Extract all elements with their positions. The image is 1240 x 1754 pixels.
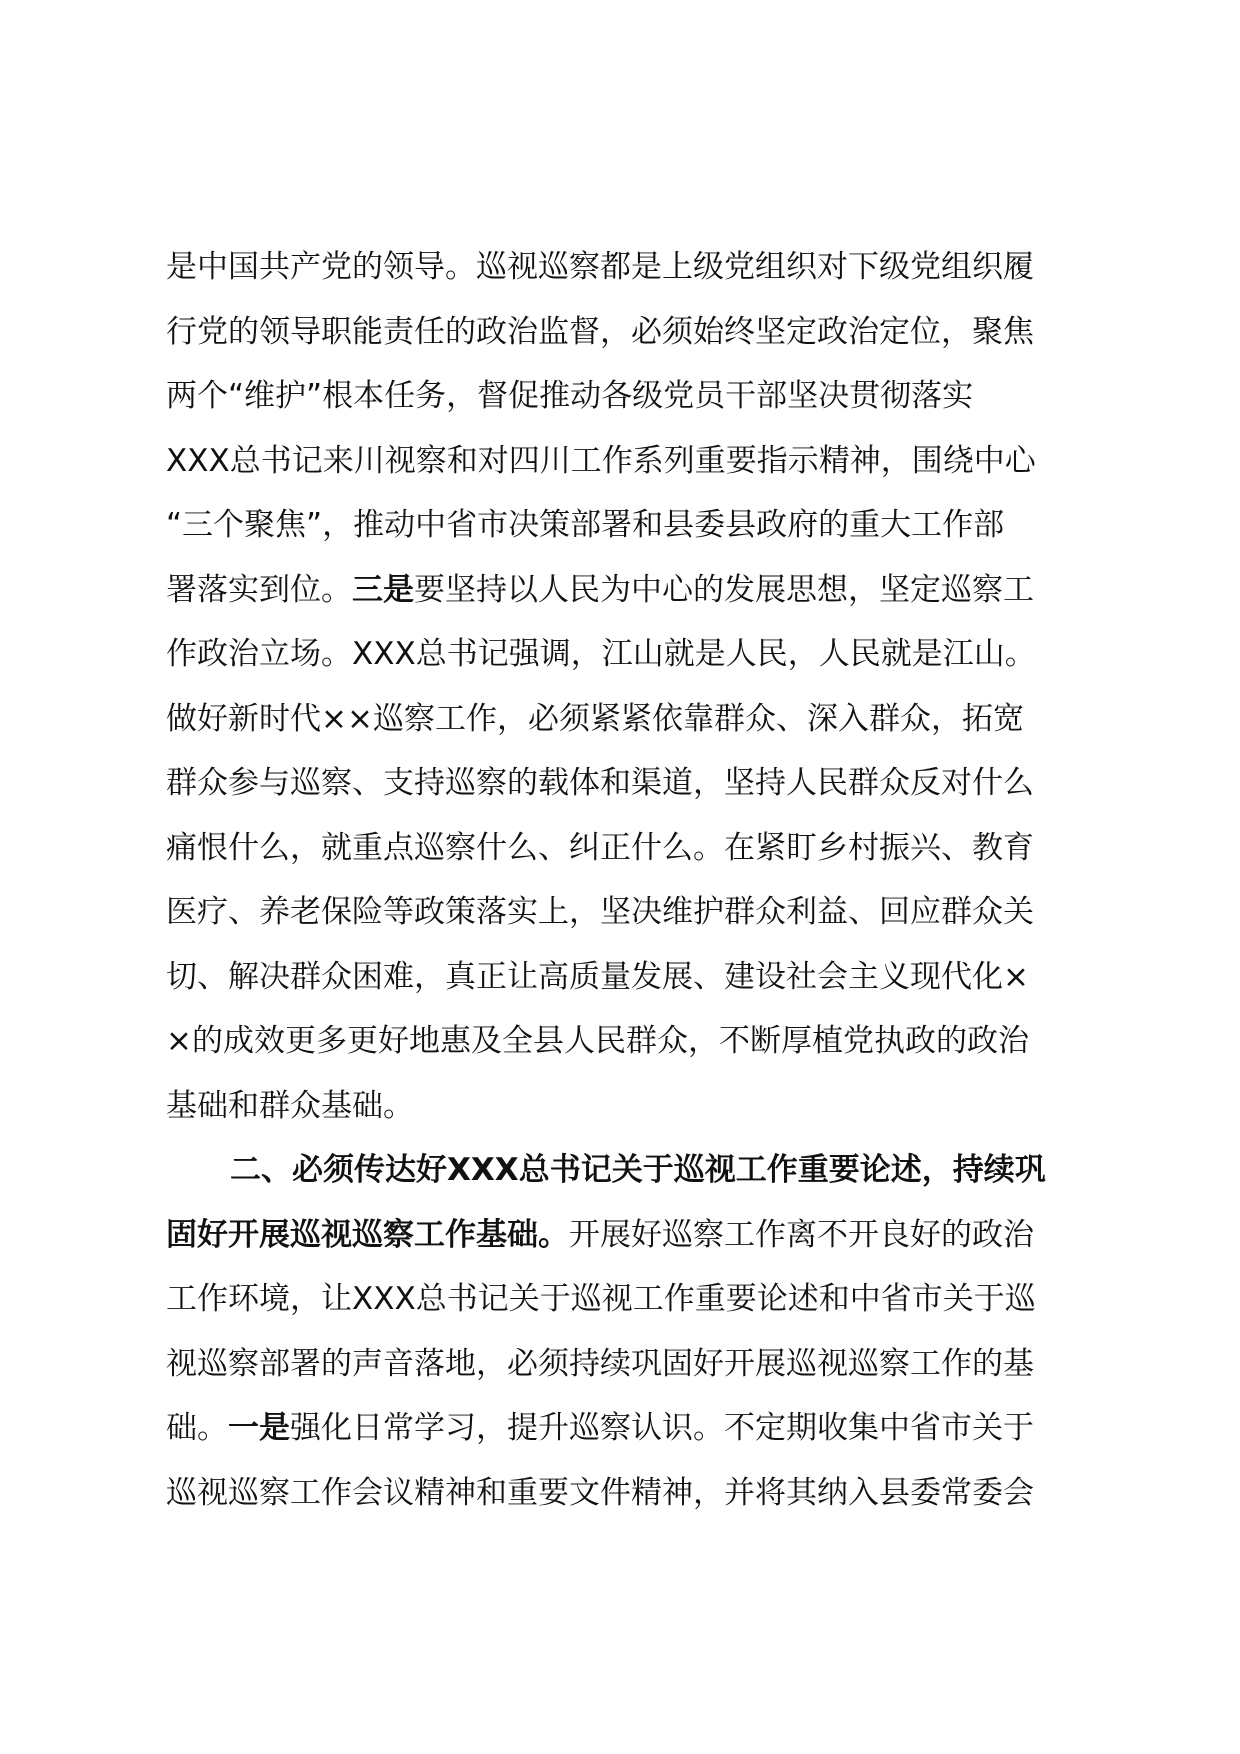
- text-segment: 作政治立场。XXX总书记强调，江山就是人民，人民就是江山。: [166, 636, 1036, 672]
- text-line: [166, 235, 1110, 300]
- text-line: [166, 364, 1110, 429]
- text-line: [166, 816, 1110, 881]
- text-line: [166, 300, 1110, 365]
- text-segment: 巡视巡察工作会议精神和重要文件精神，并将其纳入县委常委会: [166, 1474, 1034, 1511]
- text-segment: 基础和群众基础。: [166, 1087, 414, 1124]
- text-line: [166, 751, 1110, 816]
- text-line: [166, 558, 1110, 623]
- text-line: [166, 1074, 1110, 1139]
- text-segment: 要坚持以人民为中心的发展思想，坚定巡察工: [414, 571, 1034, 608]
- text-segment: 痛恨什么，就重点巡察什么、纠正什么。在紧盯乡村振兴、教育: [166, 829, 1034, 866]
- text-segment: 工作环境，让XXX总书记关于巡视工作重要论述和中省市关于巡: [166, 1281, 1036, 1317]
- text-line: [166, 622, 1110, 687]
- text-segment: 强化日常学习，提升巡察认识。不定期收集中省市关于: [290, 1410, 1034, 1446]
- text-line: [166, 1138, 1110, 1203]
- body-text: [166, 235, 1110, 1525]
- text-segment: 视巡察部署的声音落地，必须持续巩固好开展巡视巡察工作的基: [166, 1345, 1034, 1382]
- text-line: [166, 1203, 1110, 1268]
- bold-segment: 一是: [228, 1410, 290, 1446]
- text-segment: 署落实到位。: [166, 571, 352, 608]
- bold-segment: 二、必须传达好XXX总书记关于巡视工作重要论述，持续巩: [230, 1152, 1046, 1188]
- text-segment: 群众参与巡察、支持巡察的载体和渠道，坚持人民群众反对什么: [166, 765, 1034, 801]
- text-segment: 医疗、养老保险等政策落实上，坚决维护群众利益、回应群众关: [166, 894, 1034, 930]
- text-segment: 开展好巡察工作离不开良好的政治: [569, 1216, 1034, 1253]
- text-line: [166, 493, 1110, 558]
- text-line: [166, 1267, 1110, 1332]
- text-segment: 做好新时代××巡察工作，必须紧紧依靠群众、深入群众，拓宽: [166, 700, 1024, 737]
- text-line: [166, 1461, 1110, 1526]
- text-segment: “三个聚焦”，推动中省市决策部署和县委县政府的重大工作部: [166, 507, 1005, 543]
- text-segment: 切、解决群众困难，真正让高质量发展、建设社会主义现代化×: [166, 958, 1029, 995]
- text-line: [166, 429, 1110, 494]
- text-line: [166, 1332, 1110, 1397]
- text-segment: ×的成效更多更好地惠及全县人民群众，不断厚植党执政的政治: [166, 1023, 1029, 1059]
- text-segment: 础。: [166, 1410, 228, 1446]
- text-segment: 是中国共产党的领导。巡视巡察都是上级党组织对下级党组织履: [166, 249, 1034, 285]
- bold-segment: 三是: [352, 571, 414, 608]
- text-line: [166, 880, 1110, 945]
- text-segment: XXX总书记来川视察和对四川工作系列重要指示精神，围绕中心: [166, 442, 1036, 479]
- text-line: [166, 687, 1110, 752]
- text-segment: 行党的领导职能责任的政治监督，必须始终坚定政治定位，聚焦: [166, 313, 1034, 350]
- text-segment: 两个“维护”根本任务，督促推动各级党员干部坚决贯彻落实: [166, 378, 974, 414]
- text-line: [166, 1009, 1110, 1074]
- bold-segment: 固好开展巡视巡察工作基础。: [166, 1216, 569, 1253]
- text-line: [166, 1396, 1110, 1461]
- text-line: [166, 945, 1110, 1010]
